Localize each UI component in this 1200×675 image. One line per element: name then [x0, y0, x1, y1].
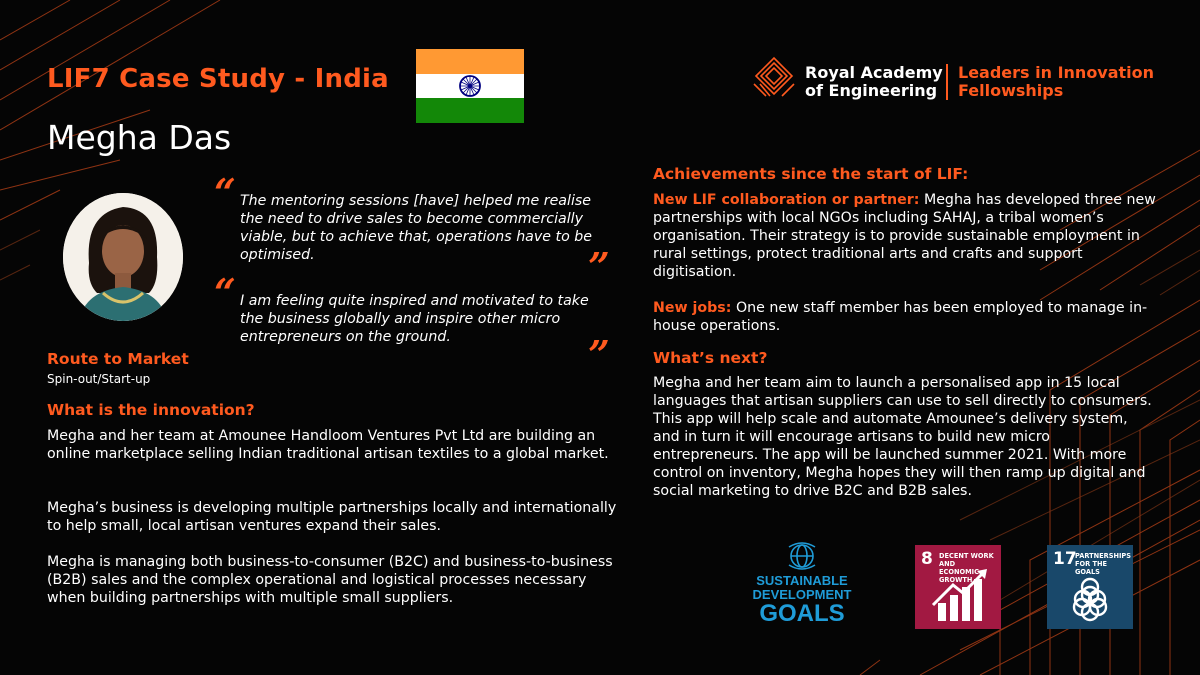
case-study-title: LIF7 Case Study - India — [47, 64, 389, 94]
collaboration-label: New LIF collaboration or partner: — [653, 192, 920, 208]
royal-academy-line-2: of Engineering — [805, 81, 938, 100]
quote-1-open-mark: “ — [214, 170, 236, 215]
innovation-heading: What is the innovation? — [47, 401, 255, 419]
jobs-text: One new staff member has been employed to manage in-house operations. — [653, 300, 1148, 334]
innovation-paragraph-1: Megha and her team at Amounee Handloom Ventures Pvt Ltd are building an online marketplace selling Indian traditional artisan textiles to a global market. — [47, 428, 609, 462]
sdg-goal-8-tile — [915, 545, 1001, 629]
person-name: Megha Das — [47, 118, 232, 157]
collaboration-paragraph — [653, 191, 1158, 281]
royal-academy-name — [805, 64, 943, 100]
avatar-portrait — [63, 193, 183, 321]
quote-1-close-mark: ” — [588, 244, 610, 289]
sdg-goal-8-label-line-2: ECONOMIC GROWTH — [939, 568, 979, 584]
sdg-goal-8-number: 8 — [921, 549, 933, 569]
sdg-logo-line-3: GOALS — [759, 600, 845, 627]
jobs-label: New jobs: — [653, 300, 732, 316]
whats-next-heading: What’s next? — [653, 349, 768, 367]
route-to-market-value: Spin-out/Start-up — [47, 372, 151, 386]
quote-2-close-mark: ” — [588, 332, 610, 377]
lif-line-2: Fellowships — [958, 81, 1064, 100]
whats-next-text: Megha and her team aim to launch a personalised app in 15 local languages that artisan suppliers can use to sell directly to consumers. This app will help scale and automate Amounee’s delivery system, and in turn it will encourage artisans to build new micro entrepreneurs. The app will be launched summer 2021. With more control on inventory, Megha hopes they will then ramp up digital and social marketing to drive B2C and B2B sales. — [653, 375, 1152, 499]
innovation-paragraph-3: Megha is managing both business-to-consumer (B2C) and business-to-business (B2B) sales and the complex operational and logistical processes necessary when building partnerships with multiple small suppliers. — [47, 554, 613, 606]
quote-2-text: I am feeling quite inspired and motivated to take the business globally and inspire other micro entrepreneurs on the ground. — [240, 293, 589, 345]
india-flag — [416, 49, 524, 123]
sdg-goal-17-label — [1075, 552, 1133, 576]
collaboration-text: Megha has developed three new partnerships with local NGOs including SAHAJ, a tribal women’s organisation. Their strategy is to provide sustainable employment in rural settings, protect traditional arts and crafts and support digitisation. — [653, 192, 1156, 280]
royal-academy-logo-icon — [752, 54, 796, 100]
achievements-heading: Achievements since the start of LIF: — [653, 165, 969, 183]
sdg-goal-17-label-line-1: PARTNERSHIPS — [1075, 552, 1132, 560]
innovation-paragraph-2: Megha’s business is developing multiple partnerships locally and internationally to help small, local artisan ventures expand their sales. — [47, 500, 617, 534]
sdg-goal-8-label-line-1: DECENT WORK AND — [939, 552, 994, 568]
lif-line-1: Leaders in Innovation — [958, 63, 1155, 82]
quote-2-open-mark: “ — [214, 270, 236, 315]
sdg-logo-line-2: DEVELOPMENT — [752, 587, 852, 602]
sdg-goal-17-number: 17 — [1053, 549, 1077, 569]
lif-program-name — [958, 64, 1154, 100]
sdg-goal-17-label-line-2: FOR THE GOALS — [1075, 560, 1108, 576]
branding-divider — [946, 64, 948, 100]
sdg-goal-17-tile — [1047, 545, 1133, 629]
sdg-goal-8-label — [939, 552, 1001, 584]
royal-academy-line-1: Royal Academy — [805, 63, 943, 82]
jobs-paragraph — [653, 299, 1158, 335]
sdg-logo — [749, 541, 855, 627]
sdg-logo-line-1: SUSTAINABLE — [756, 573, 848, 588]
quote-1-text: The mentoring sessions [have] helped me realise the need to drive sales to become commercially viable, but to achieve that, operations have to be optimised. — [240, 193, 592, 263]
route-to-market-heading: Route to Market — [47, 350, 189, 368]
